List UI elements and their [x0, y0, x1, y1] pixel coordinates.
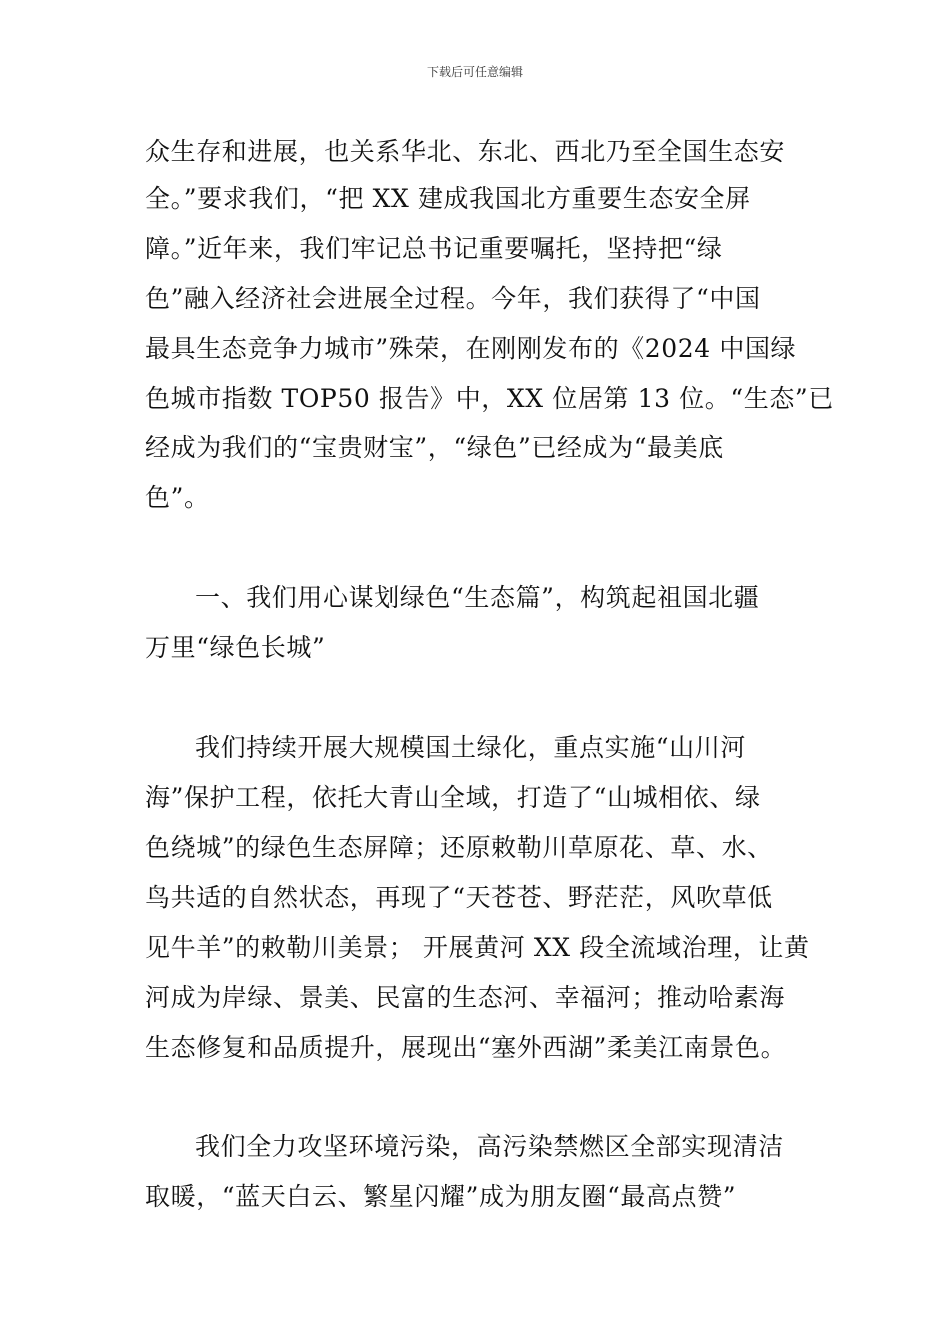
text-line: 见牛羊”的敕勒川美景； 开展黄河 XX 段全流域治理，让黄: [145, 933, 810, 962]
text-line: 色绕城”的绿色生态屏障；还原敕勒川草原花、草、水、: [145, 833, 773, 862]
page-header: 下载后可任意编辑: [426, 65, 523, 79]
text-line: 我们持续开展大规模国土绿化，重点实施“山川河: [195, 733, 746, 762]
text-line: 色”融入经济社会进展全过程。今年，我们获得了“中国: [145, 284, 761, 313]
text-line: 生态修复和品质提升，展现出“塞外西湖”柔美江南景色。: [145, 1033, 787, 1062]
section-heading-line: 万里“绿色长城”: [145, 633, 326, 662]
text-line: 最具生态竞争力城市”殊荣，在刚刚发布的《2024 中国绿: [145, 334, 797, 363]
section-heading-line: 一、我们用心谋划绿色“生态篇”，构筑起祖国北疆: [195, 583, 760, 612]
text-line: 取暖，“蓝天白云、繁星闪耀”成为朋友圈“最高点赞”: [145, 1182, 737, 1211]
text-line: 色城市指数 TOP50 报告》中，XX 位居第 13 位。“生态”已: [145, 384, 834, 413]
text-line: 众生存和进展，也关系华北、东北、西北乃至全国生态安: [145, 137, 786, 166]
text-line: 色”。: [145, 483, 210, 512]
text-line: 全。”要求我们，“把 XX 建成我国北方重要生态安全屏: [145, 184, 751, 213]
text-line: 障。”近年来，我们牢记总书记重要嘱托，坚持把“绿: [145, 234, 723, 263]
text-line: 经成为我们的“宝贵财宝”，“绿色”已经成为“最美底: [145, 433, 724, 462]
text-line: 海”保护工程，依托大青山全域，打造了“山城相依、绿: [145, 783, 761, 812]
text-line: 河成为岸绿、景美、民富的生态河、幸福河；推动哈素海: [145, 983, 786, 1012]
text-line: 鸟共适的自然状态，再现了“天苍苍、野茫茫，风吹草低: [145, 883, 773, 912]
text-line: 我们全力攻坚环境污染，高污染禁燃区全部实现清洁: [195, 1132, 784, 1161]
